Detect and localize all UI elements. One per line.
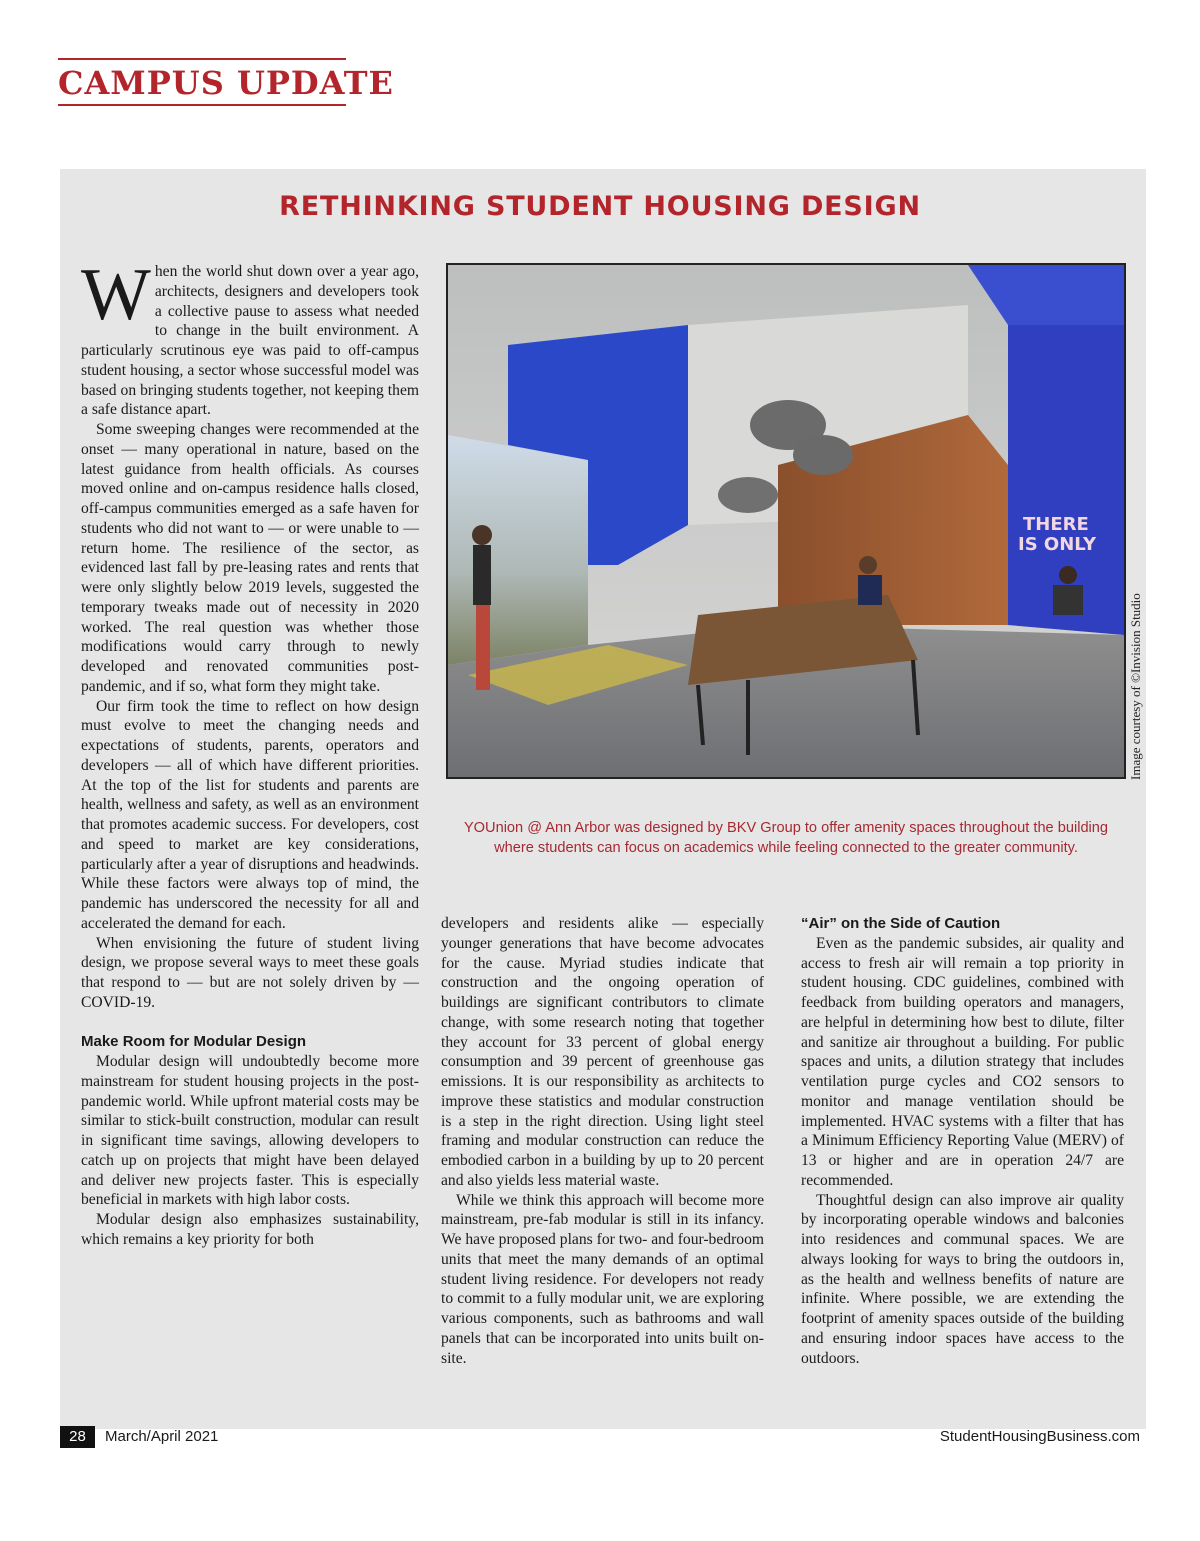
- photo-credit: [1128, 570, 1142, 780]
- article-paragraph: Modular design will undoubtedly become more mainstream for student housing projects in the post-pandemic world. While upfront material costs may be similar to stick-built construction, modular can result in significant time savings, allowing developers to catch up on projects that might have been delayed and deliver new projects faster. This is especially beneficial in markets with high labor costs.: [81, 1053, 419, 1209]
- issue-date: March/April 2021: [105, 1428, 219, 1445]
- subheading-air: “Air” on the Side of Caution: [801, 915, 1001, 932]
- paragraph-text: hen the world shut down over a year ago, architects, designers and developers took a collective pause to assess what needed to change in the built environment. A particularly scrutinous eye was paid to off-campus student housing, a sector whose successful model was based on bringing students together, not keeping them a safe distance apart.: [81, 263, 419, 419]
- article-paragraph: [81, 254, 419, 420]
- section-header: [58, 58, 394, 106]
- drop-cap: W: [81, 254, 151, 336]
- photo-illustration: [448, 265, 1124, 777]
- article-paragraph: Some sweeping changes were recommended at the onset — many operational in nature, based on the latest guidance from health officials. As courses moved online and on-campus residence halls closed, off-campus communities emerged as a safe haven for students who did not want to — or were unable to — return home. The resilience of the sector, as evidenced last fall by pre-leasing rates and rents that were only slightly below 2019 levels, suggested the temporary tweaks made out of necessity in 2020 worked. The real question was whether those modifications would carry through to newly developed and renovated communities post-pandemic, and if so, what form they might take.: [81, 421, 419, 695]
- svg-text:IS ONLY: IS ONLY: [1018, 534, 1096, 555]
- photo-credit-text: Image courtesy of ©Invision Studio: [1128, 593, 1143, 780]
- section-rule-top: [58, 58, 346, 60]
- article-paragraph: When envisioning the future of student living design, we propose several ways to meet these goals that respond to — but are not solely driven by — COVID-19.: [81, 934, 419, 1011]
- article-paragraph: Even as the pandemic subsides, air quality and access to fresh air will remain a top priority in student housing. CDC guidelines, combined with feedback from building operators and managers, are helpful in determining how best to dilute, filter and sanitize air throughout a building. For public spaces and units, a dilution strategy that includes ventilation purge cycles and CO2 sensors to monitor and manage ventilation should be implemented. HVAC systems with a filter that has a Minimum Efficiency Reporting Value (MERV) of 13 or higher and are in operation 24/7 are recommended.: [801, 934, 1124, 1189]
- article-column-3: [801, 914, 1124, 1368]
- article-paragraph: Thoughtful design can also improve air quality by incorporating operable windows and balconies into residences and communal spaces. We are always looking for ways to bring the outdoors in, as the health and wellness benefits of nature are infinite. Where possible, we are extending the footprint of amenity spaces outside of the building and ensuring indoor spaces have access to the outdoors.: [801, 1191, 1124, 1367]
- subheading-modular: Make Room for Modular Design: [81, 1033, 307, 1051]
- section-label: CAMPUS UPDATE: [58, 64, 394, 102]
- article-paragraph: While we think this approach will become more mainstream, pre-fab modular is still in its infancy. We have proposed plans for two- and four-bedroom units that meet the many demands of an optimal student living residence. For developers not ready to commit to a fully modular unit, we are exploring various components, such as bathrooms and wall panels that can be incorporated into units built on-site.: [441, 1191, 764, 1367]
- article-paragraph: Modular design also emphasizes sustainability, which remains a key priority for both: [81, 1211, 419, 1248]
- article-column-1: [81, 254, 419, 1250]
- section-rule-bottom: [58, 104, 346, 106]
- article-photo: [446, 263, 1126, 779]
- article-headline: RETHINKING STUDENT HOUSING DESIGN: [279, 191, 921, 222]
- article-paragraph: developers and residents alike — especially younger generations that have become advocates for the cause. Myriad studies indicate that construction and the ongoing operation of buildings are significant contributors to climate change, with some research noting that together they account for 33 percent of global energy consumption and 39 percent of greenhouse gas emissions. It is our responsibility as architects to improve these statistics and modular construction is a step in the right direction. Using light steel framing and modular construction can reduce the embodied carbon in a building by up to 20 percent and also yields less material waste.: [441, 915, 764, 1189]
- article-paragraph: Our firm took the time to reflect on how design must evolve to meet the changing needs and expectations of students, parents, operators and developers — all of which have different priorities. At the top of the list for students and parents are health, wellness and safety, as well as an environment that promotes academic success. For developers, cost and speed to market are key considerations, particularly after a year of disruptions and headwinds. While these factors were always top of mind, the pandemic has underscored the necessity for all and accelerated the demand for each.: [81, 697, 419, 932]
- wall-mural-text: THERE: [1023, 514, 1089, 535]
- photo-caption: YOUnion @ Ann Arbor was designed by BKV Group to offer amenity spaces throughout the building where students can focus on academics while feeling connected to the greater community.: [463, 820, 1109, 856]
- article-column-2: [441, 914, 764, 1368]
- page-number: 28: [60, 1426, 95, 1448]
- publication-site: StudentHousingBusiness.com: [939, 1428, 1140, 1445]
